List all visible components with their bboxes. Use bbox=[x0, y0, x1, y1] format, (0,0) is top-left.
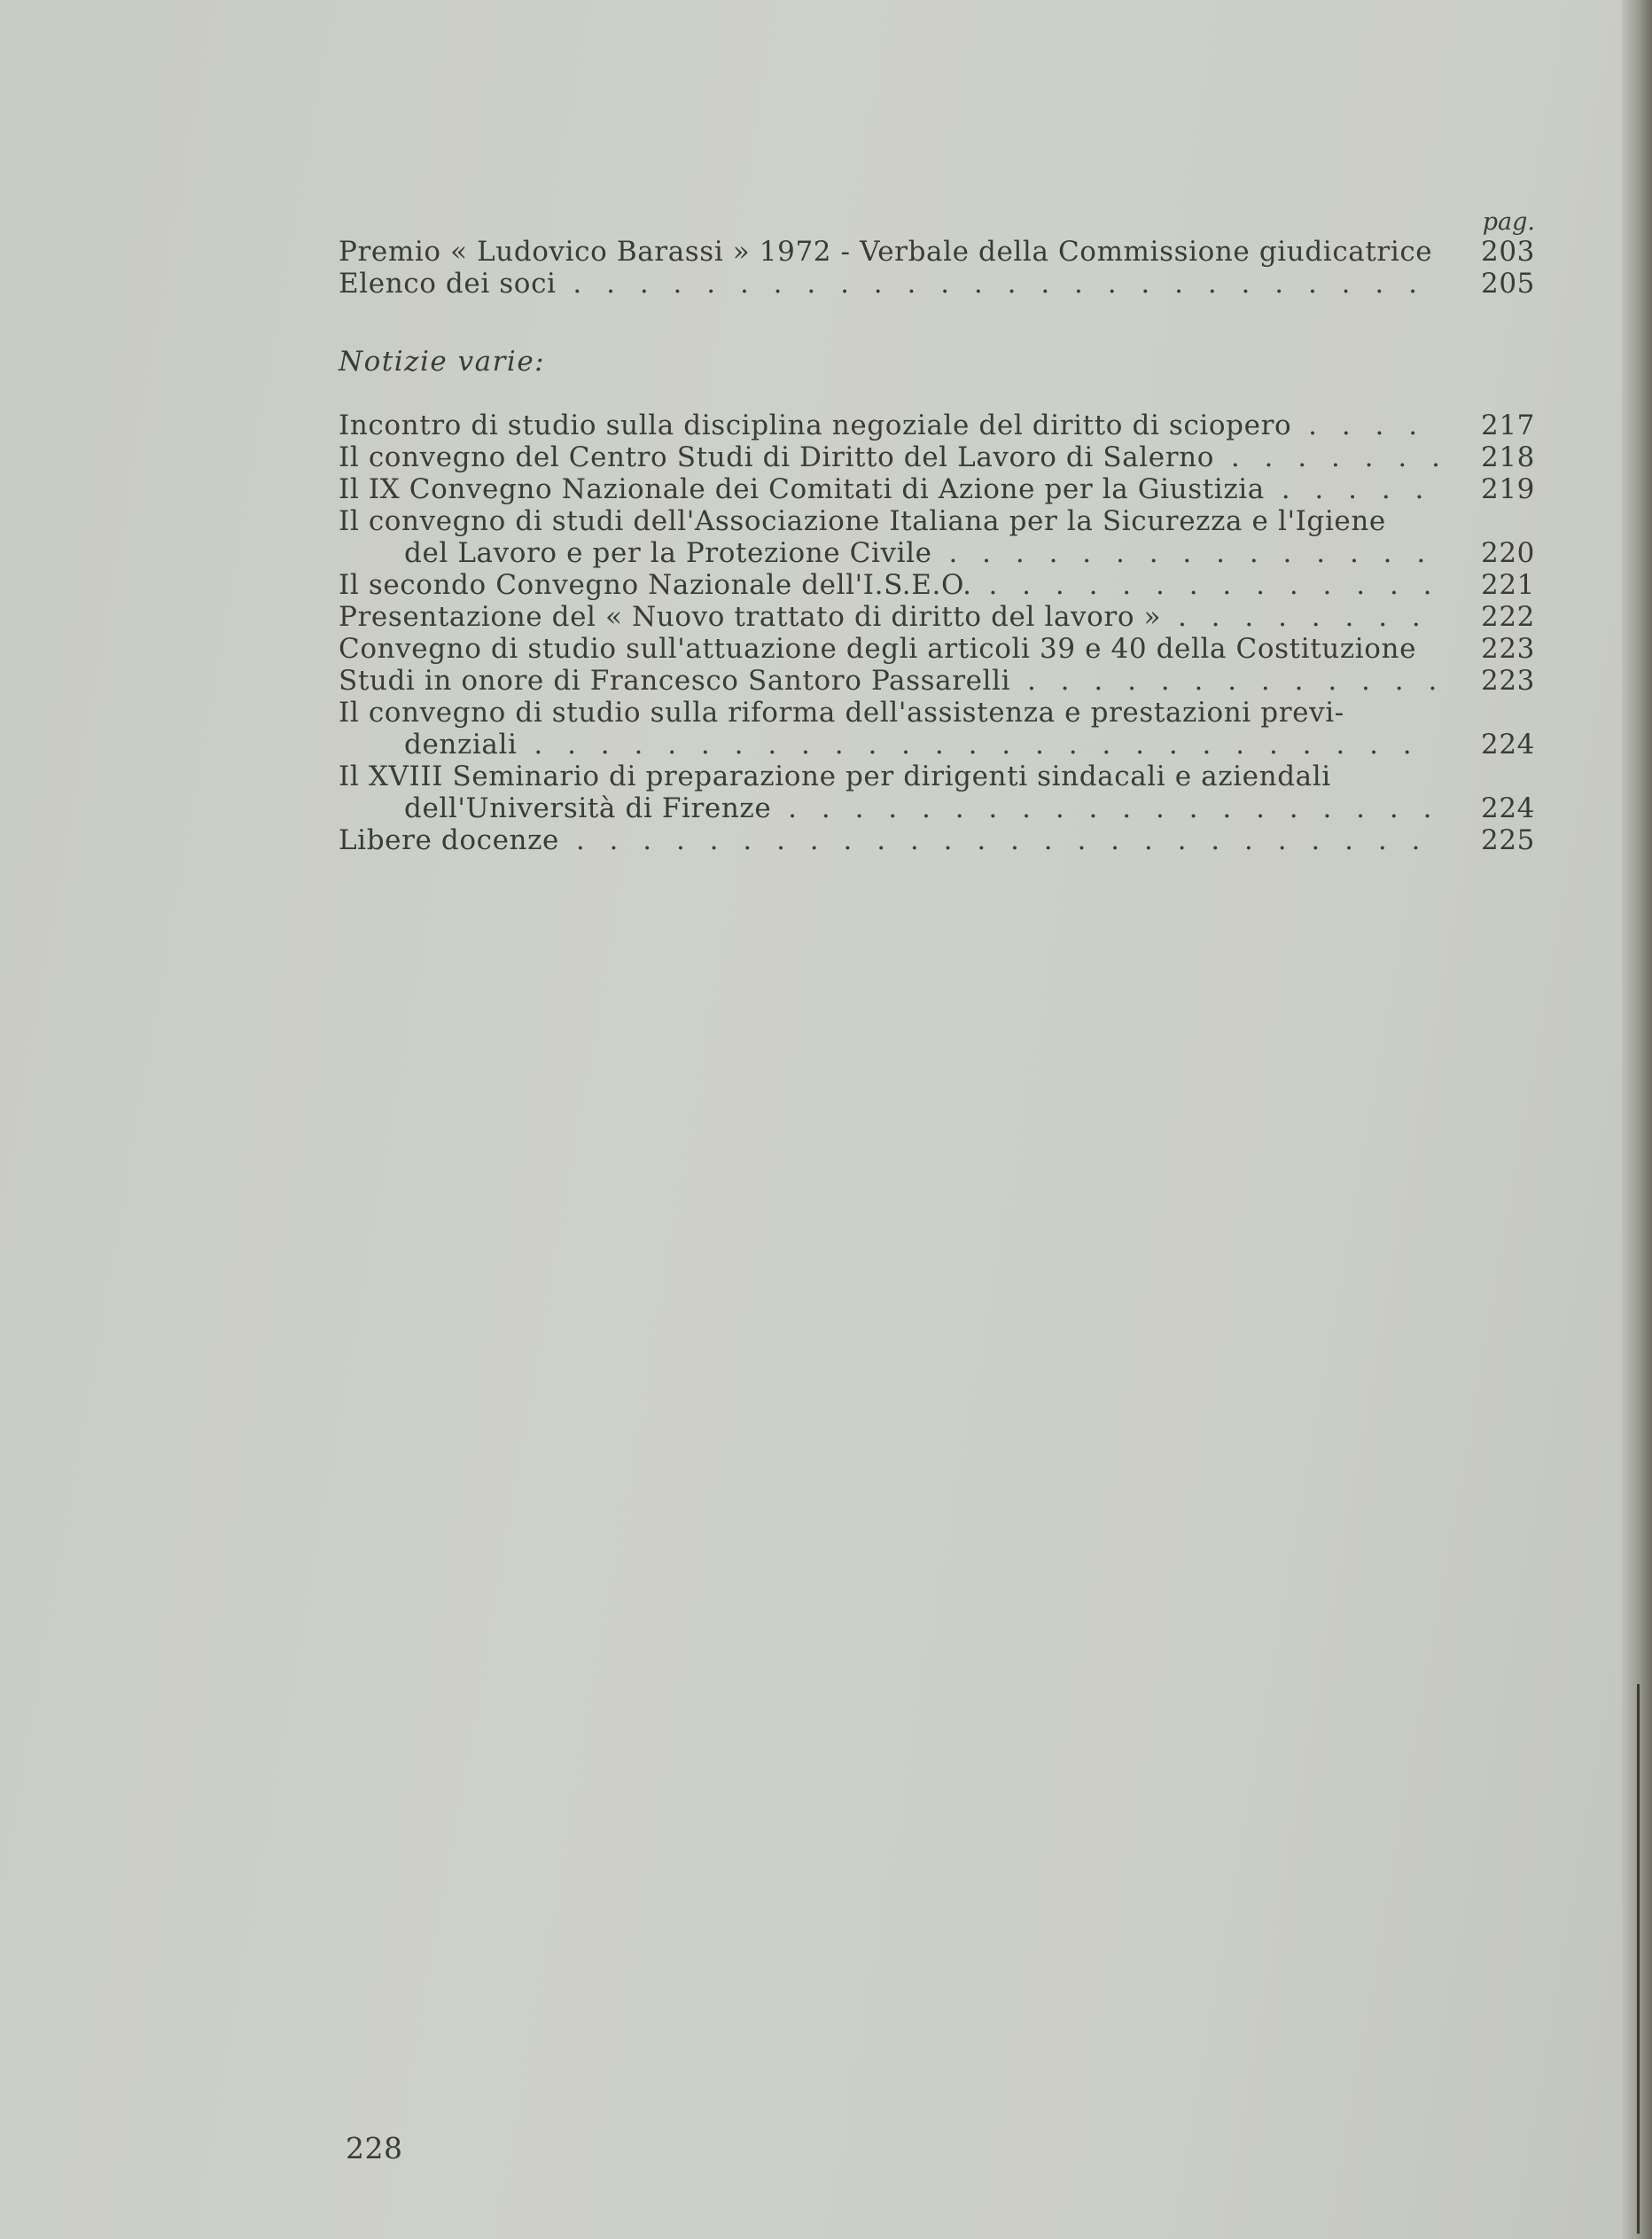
toc-entry-page: 224 bbox=[1481, 729, 1535, 761]
toc-entry-title: Il secondo Convegno Nazionale dell'I.S.E.O. . . . bbox=[339, 569, 1438, 601]
toc-entry-page: 223 bbox=[1481, 633, 1535, 665]
toc-entry-title-continuation: del Lavoro e per la Protezione Civile . . . bbox=[404, 537, 1438, 569]
toc-entry-line bbox=[339, 697, 1535, 729]
pag-label-text: pag. bbox=[1482, 208, 1535, 236]
toc-entry-title: Il convegno di studi dell'Associazione Italiana per la Sicurezza e l'Igiene bbox=[339, 505, 1386, 537]
toc-entry bbox=[339, 824, 1535, 856]
toc-entry bbox=[339, 441, 1535, 473]
toc-entry bbox=[339, 665, 1535, 697]
toc-entry-page: 219 bbox=[1481, 473, 1535, 505]
toc-entry-page: 218 bbox=[1481, 441, 1535, 473]
toc-entry-title: Libere docenze . . . bbox=[339, 824, 1438, 856]
toc-entry-page: 225 bbox=[1481, 824, 1535, 856]
toc-entry-page: 203 bbox=[1481, 236, 1535, 268]
toc-entry-title: Il convegno del Centro Studi di Diritto del Lavoro di Salerno . . . bbox=[339, 441, 1438, 473]
toc-entry-page: 223 bbox=[1481, 665, 1535, 697]
toc-entry-page: 220 bbox=[1481, 537, 1535, 569]
toc-entry-title: Il XVIII Seminario di preparazione per dirigenti sindacali e aziendali bbox=[339, 761, 1331, 792]
toc-entry-page: 221 bbox=[1481, 569, 1535, 601]
toc-entry-page: 217 bbox=[1481, 410, 1535, 441]
toc-entry-page: 205 bbox=[1481, 268, 1535, 300]
toc-entry-continuation bbox=[339, 537, 1535, 569]
toc-entry-line bbox=[339, 761, 1535, 792]
toc-entry-title: Convegno di studio sull'attuazione degli articoli 39 e 40 della Costituzione bbox=[339, 633, 1417, 665]
toc-entry-page: 224 bbox=[1481, 792, 1535, 824]
section-heading: Notizie varie: bbox=[339, 346, 546, 378]
toc-entry-title: Elenco dei soci . . . bbox=[339, 268, 1438, 300]
table-of-contents bbox=[339, 209, 1535, 856]
toc-entry-title-continuation: denziali . . . bbox=[404, 729, 1438, 761]
toc-entry-title-continuation: dell'Università di Firenze . . . bbox=[404, 792, 1438, 824]
toc-entry bbox=[339, 569, 1535, 601]
toc-entry-continuation bbox=[339, 729, 1535, 761]
toc-entry-page: 222 bbox=[1481, 601, 1535, 633]
toc-entry-title: Il IX Convegno Nazionale dei Comitati di Azione per la Giustizia . . . bbox=[339, 473, 1438, 505]
toc-entry-title: Presentazione del « Nuovo trattato di diritto del lavoro » . . . bbox=[339, 601, 1438, 633]
toc-entry bbox=[339, 633, 1535, 665]
toc-entry bbox=[339, 268, 1535, 300]
toc-entry-title: Studi in onore di Francesco Santoro Passarelli . . . bbox=[339, 665, 1438, 697]
toc-entry bbox=[339, 236, 1535, 268]
toc-entry-title: Il convegno di studio sulla riforma dell'assistenza e prestazioni previ- bbox=[339, 697, 1344, 729]
toc-entry-title: Premio « Ludovico Barassi » 1972 - Verbale della Commissione giudicatrice bbox=[339, 236, 1433, 268]
toc-entry-line bbox=[339, 505, 1535, 537]
pag-column-label bbox=[339, 209, 1535, 236]
page-spine-shadow bbox=[1637, 1684, 1640, 2234]
toc-entry bbox=[339, 410, 1535, 441]
toc-entry bbox=[339, 601, 1535, 633]
toc-entry-continuation bbox=[339, 792, 1535, 824]
toc-entry bbox=[339, 473, 1535, 505]
toc-entry-title: Incontro di studio sulla disciplina negoziale del diritto di sciopero . . . bbox=[339, 410, 1438, 441]
page-number: 228 bbox=[346, 2131, 403, 2165]
